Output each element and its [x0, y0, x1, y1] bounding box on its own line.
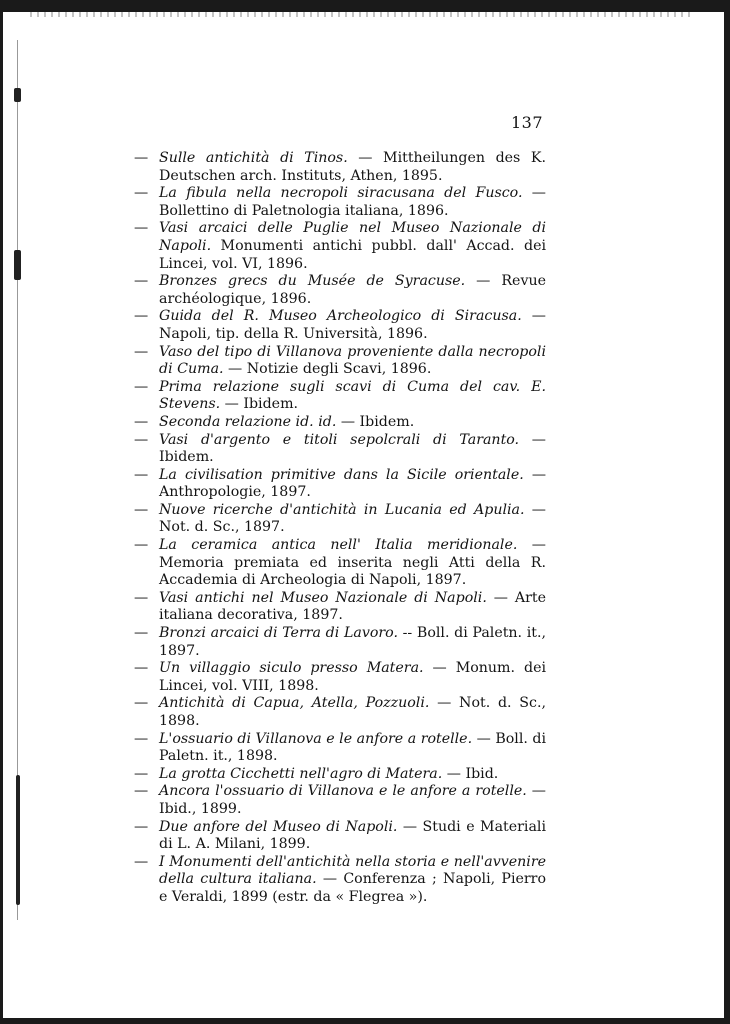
entry-source: — Conferenza ; Napoli, Pierro e Veraldi, 1899 (estr. da « Flegrea »).	[159, 871, 546, 905]
entry-title: Guida del R. Museo Archeologico di Siracusa.	[159, 308, 522, 325]
list-item	[130, 854, 546, 907]
list-item	[130, 537, 546, 590]
entry-title: Bronzi arcaici di Terra di Lavoro.	[159, 625, 398, 642]
list-item	[130, 783, 546, 818]
list-item	[130, 432, 546, 467]
list-item	[130, 308, 546, 343]
entry-source: — Arte italiana decorativa, 1897.	[159, 589, 546, 624]
entry-dash: —	[134, 431, 149, 448]
entry-dash: —	[134, 818, 149, 835]
entry-title: La civilisation primitive dans la Sicile orientale.	[159, 466, 524, 483]
entry-dash: —	[134, 220, 149, 237]
list-item	[130, 766, 546, 784]
list-item	[130, 590, 546, 625]
entry-dash: —	[134, 466, 149, 483]
list-item	[130, 502, 546, 537]
list-item	[130, 220, 546, 273]
entry-source: — Notizie degli Scavi, 1896.	[223, 361, 432, 378]
entry-dash: —	[134, 273, 149, 290]
scan-border-right	[724, 0, 730, 1024]
entry-title: La grotta Cicchetti nell'agro di Matera.	[159, 765, 443, 782]
entry-dash: —	[134, 765, 149, 782]
entry-source: — Mittheilungen des K. Deutschen arch. Instituts, Athen, 1895.	[159, 150, 547, 184]
entry-title: Prima relazione sugli scavi di Cuma del cav. E. Stevens.	[159, 378, 546, 413]
entry-dash: —	[134, 378, 149, 395]
entry-title: I Monumenti dell'antichità nella storia e nell'avvenire della cultura italiana.	[159, 853, 546, 888]
entry-dash: —	[134, 501, 149, 518]
entry-dash: —	[134, 589, 149, 606]
list-item	[130, 273, 546, 308]
entry-dash: —	[134, 343, 149, 360]
entry-dash: —	[134, 150, 149, 166]
entry-title: Due anfore del Museo di Napoli.	[159, 818, 398, 835]
list-item	[130, 819, 546, 854]
entry-dash: —	[134, 413, 149, 430]
list-item	[130, 379, 546, 414]
binding-mark	[14, 88, 21, 102]
entry-title: Vasi arcaici delle Puglie nel Museo Nazionale di Napoli.	[159, 220, 546, 254]
entry-title: La ceramica antica nell' Italia meridionale.	[159, 537, 518, 554]
entry-source: — Monum. dei Lincei, vol. VIII, 1898.	[159, 660, 547, 694]
list-item	[130, 695, 546, 730]
entry-title: Vaso del tipo di Villanova proveniente dalla necropoli di Cuma.	[159, 343, 546, 378]
entry-title: Antichità di Capua, Atella, Pozzuoli.	[159, 695, 430, 712]
entry-title: Vasi d'argento e titoli sepolcrali di Taranto.	[159, 431, 520, 448]
entry-dash: —	[134, 185, 149, 202]
entry-dash: —	[134, 695, 149, 712]
scan-border-top	[0, 0, 730, 12]
entry-source: — Ibid., 1899.	[159, 783, 546, 817]
entry-source: — Revue archéologique, 1896.	[159, 273, 546, 307]
entry-title: Vasi antichi nel Museo Nazionale di Napoli.	[159, 589, 487, 606]
entry-dash: —	[134, 537, 149, 554]
entry-title: Sulle antichità di Tinos.	[159, 150, 348, 166]
binding-mark	[14, 250, 21, 280]
entry-source: — Ibid.	[442, 765, 499, 782]
entry-source: — Studi e Materiali di L. A. Milani, 1899.	[159, 818, 546, 853]
entry-title: La fibula nella necropoli siracusana del Fusco.	[159, 185, 523, 202]
scan-border-left	[0, 0, 3, 1024]
entry-source: -- Boll. di Paletn. it., 1897.	[159, 625, 546, 659]
entry-title: Nuove ricerche d'antichità in Lucania ed Apulia.	[159, 501, 525, 518]
entry-title: Ancora l'ossuario di Villanova e le anfore a rotelle.	[159, 783, 527, 800]
entry-source: — Napoli, tip. della R. Università, 1896.	[159, 308, 546, 342]
entry-title: Bronzes grecs du Musée de Syracuse.	[159, 273, 466, 290]
entry-source: — Ibidem.	[159, 431, 546, 466]
list-item	[130, 414, 546, 432]
list-item	[130, 150, 546, 185]
page-number: 137	[510, 113, 543, 132]
entry-source: — Not. d. Sc., 1897.	[159, 501, 546, 536]
entry-source: — Bollettino di Paletnologia italiana, 1896.	[159, 185, 546, 219]
entry-title: L'ossuario di Villanova e le anfore a rotelle.	[159, 730, 473, 747]
entry-source: — Boll. di Paletn. it., 1898.	[159, 730, 547, 765]
scan-noise	[30, 12, 690, 17]
entry-dash: —	[134, 660, 149, 677]
list-item	[130, 344, 546, 379]
scan-border-bottom	[0, 1018, 730, 1024]
entry-source: Monumenti antichi pubbl. dall' Accad. dei Lincei, vol. VI, 1896.	[159, 237, 546, 272]
entry-source: — Anthropologie, 1897.	[159, 466, 547, 501]
entry-dash: —	[134, 730, 149, 747]
entry-dash: —	[134, 853, 149, 870]
entry-source: — Memoria premiata ed inserita negli Atti della R. Accademia di Archeologia di Napoli, 1897.	[159, 537, 546, 589]
binding-mark	[16, 775, 20, 905]
entry-title: Un villaggio siculo presso Matera.	[159, 660, 424, 677]
entry-title: Seconda relazione id. id.	[159, 413, 337, 430]
list-item	[130, 467, 546, 502]
list-item	[130, 625, 546, 660]
list-item	[130, 660, 546, 695]
entry-dash: —	[134, 783, 149, 800]
entry-source: — Ibidem.	[220, 396, 299, 413]
entry-source: — Not. d. Sc., 1898.	[159, 695, 546, 729]
list-item	[130, 731, 546, 766]
entry-dash: —	[134, 625, 149, 642]
entry-dash: —	[134, 308, 149, 325]
list-item	[130, 185, 546, 220]
bibliography-list	[130, 150, 546, 907]
entry-source: — Ibidem.	[336, 413, 415, 430]
